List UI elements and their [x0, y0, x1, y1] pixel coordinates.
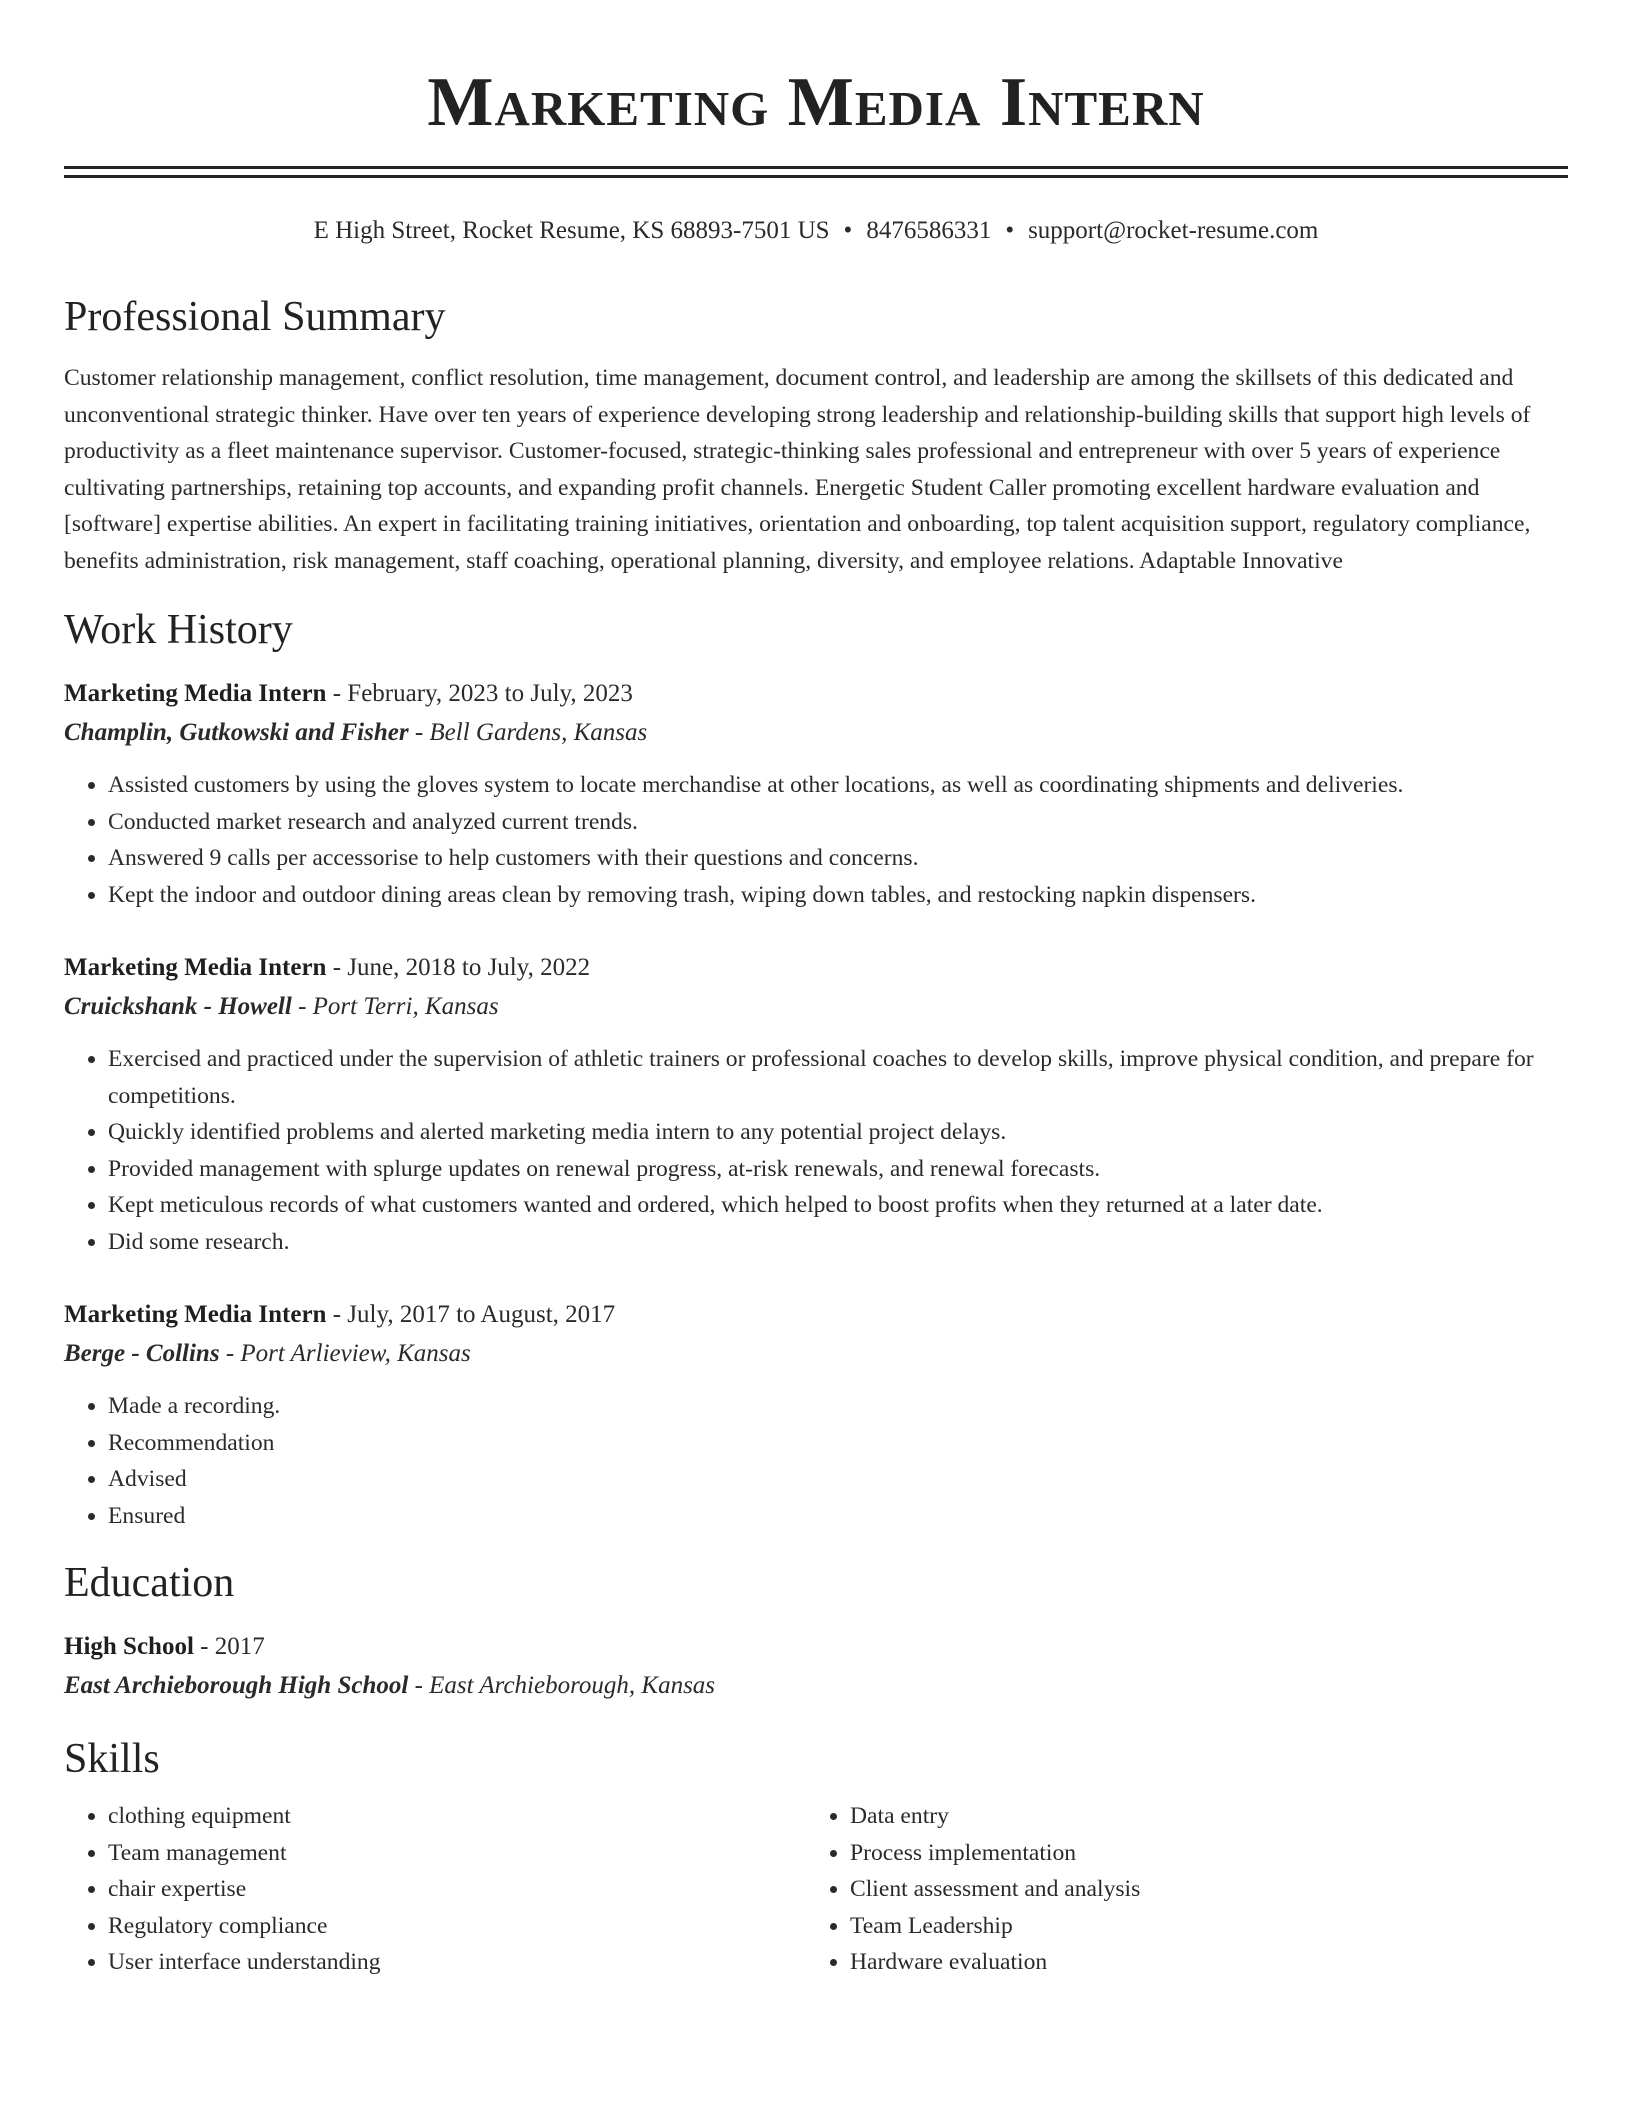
dash: -: [193, 1633, 215, 1660]
list-item: • Data entry: [850, 1798, 1568, 1835]
job-location: Port Terri, Kansas: [312, 993, 499, 1020]
dash: -: [408, 1672, 430, 1699]
list-item: • Assisted customers by using the gloves system to locate merchandise at other locations, as well as coordinating shipments and deliveries.: [108, 767, 1568, 804]
skills-grid: [64, 1798, 1568, 1981]
skills-list-right: [806, 1798, 1568, 1981]
list-item: • Hardware evaluation: [850, 1944, 1568, 1981]
skills-list-left: [64, 1798, 806, 1981]
dash: -: [219, 1340, 241, 1367]
list-item: • Answered 9 calls per accessorise to help customers with their questions and concerns.: [108, 840, 1568, 877]
job-company: Berge - Collins: [64, 1340, 220, 1367]
list-item: • Process implementation: [850, 1835, 1568, 1872]
list-item: • chair expertise: [108, 1871, 806, 1908]
education-school: East Archieborough High School: [64, 1672, 409, 1699]
job-company: Champlin, Gutkowski and Fisher: [64, 719, 409, 746]
job-company-line: [64, 987, 1568, 1027]
job-role: Marketing Media Intern: [64, 954, 327, 981]
list-item: • Team Leadership: [850, 1908, 1568, 1945]
education-year: 2017: [214, 1633, 265, 1660]
contact-line: [64, 214, 1568, 248]
dash: -: [326, 954, 348, 981]
list-item: • Regulatory compliance: [108, 1908, 806, 1945]
list-item: • Client assessment and analysis: [850, 1871, 1568, 1908]
job-location: Bell Gardens, Kansas: [429, 719, 648, 746]
contact-address: E High Street, Rocket Resume, KS 68893-7501 US: [313, 217, 830, 244]
list-item: • User interface understanding: [108, 1944, 806, 1981]
contact-separator: •: [1005, 217, 1015, 244]
job-entry: [64, 675, 1568, 913]
job-duties-list: [64, 1041, 1568, 1260]
job-entry: [64, 949, 1568, 1260]
header-double-rule: [64, 166, 1568, 178]
job-company: Cruickshank - Howell: [64, 993, 292, 1020]
summary-text: Customer relationship management, conflict resolution, time management, document control, and leadership are among the skillsets of this dedicated and unconventional strategic thinker. Have over ten years of experience developing strong leadership and relationship-building skills that support high levels of productivity as a fleet maintenance supervisor. Customer-focused, strategic-thinking sales professional and entrepreneur with over 5 years of experience cultivating partnerships, retaining top accounts, and expanding profit channels. Energetic Student Caller promoting excellent hardware evaluation and [software] expertise abilities. An expert in facilitating training initiatives, orientation and onboarding, top talent acquisition support, regulatory compliance, benefits administration, risk management, staff coaching, operational planning, diversity, and employee relations. Adaptable Innovative: [64, 365, 1531, 574]
job-role: Marketing Media Intern: [64, 1301, 327, 1328]
job-duties-list: [64, 767, 1568, 913]
job-role: Marketing Media Intern: [64, 680, 327, 707]
list-item: • clothing equipment: [108, 1798, 806, 1835]
education-heading: Education: [64, 1560, 235, 1606]
job-location: Port Arlieview, Kansas: [240, 1340, 471, 1367]
list-item: • Ensured: [108, 1498, 1568, 1535]
dash: -: [326, 680, 348, 707]
job-title-line: [64, 675, 1568, 713]
list-item: • Recommendation: [108, 1425, 1568, 1462]
education-degree: High School: [64, 1633, 194, 1660]
contact-separator: •: [843, 217, 853, 244]
skills-heading: Skills: [64, 1736, 160, 1782]
list-item: • Quickly identified problems and alerted marketing media intern to any potential project delays.: [108, 1114, 1568, 1151]
list-item: • Advised: [108, 1461, 1568, 1498]
job-dates: June, 2018 to July, 2022: [347, 954, 591, 981]
dash: -: [291, 993, 313, 1020]
work-history-heading: Work History: [64, 607, 293, 653]
list-item: • Kept meticulous records of what customers wanted and ordered, which helped to boost profits when they returned at a later date.: [108, 1187, 1568, 1224]
job-dates: February, 2023 to July, 2023: [347, 680, 633, 707]
job-company-line: [64, 1334, 1568, 1374]
job-title-line: [64, 1296, 1568, 1334]
list-item: • Provided management with splurge updates on renewal progress, at-risk renewals, and renewal forecasts.: [108, 1151, 1568, 1188]
list-item: • Did some research.: [108, 1224, 1568, 1261]
education-degree-line: [64, 1628, 1568, 1666]
job-company-line: [64, 713, 1568, 753]
dash: -: [326, 1301, 348, 1328]
contact-email: support@rocket-resume.com: [1028, 217, 1319, 244]
contact-phone: 8476586331: [866, 217, 992, 244]
summary-heading: Professional Summary: [64, 294, 446, 340]
job-entry: [64, 1296, 1568, 1534]
job-title-line: [64, 949, 1568, 987]
list-item: • Made a recording.: [108, 1388, 1568, 1425]
education-location: East Archieborough, Kansas: [429, 1672, 716, 1699]
job-dates: July, 2017 to August, 2017: [347, 1301, 616, 1328]
education-entry: [64, 1628, 1568, 1706]
list-item: • Team management: [108, 1835, 806, 1872]
education-school-line: [64, 1666, 1568, 1706]
list-item: • Exercised and practiced under the supervision of athletic trainers or professional coaches to develop skills, improve physical condition, and prepare for competitions.: [108, 1041, 1568, 1114]
candidate-name: Marketing Media Intern: [427, 64, 1205, 141]
dash: -: [408, 719, 430, 746]
list-item: • Kept the indoor and outdoor dining areas clean by removing trash, wiping down tables, and restocking napkin dispensers.: [108, 877, 1568, 914]
job-duties-list: [64, 1388, 1568, 1534]
list-item: • Conducted market research and analyzed current trends.: [108, 804, 1568, 841]
